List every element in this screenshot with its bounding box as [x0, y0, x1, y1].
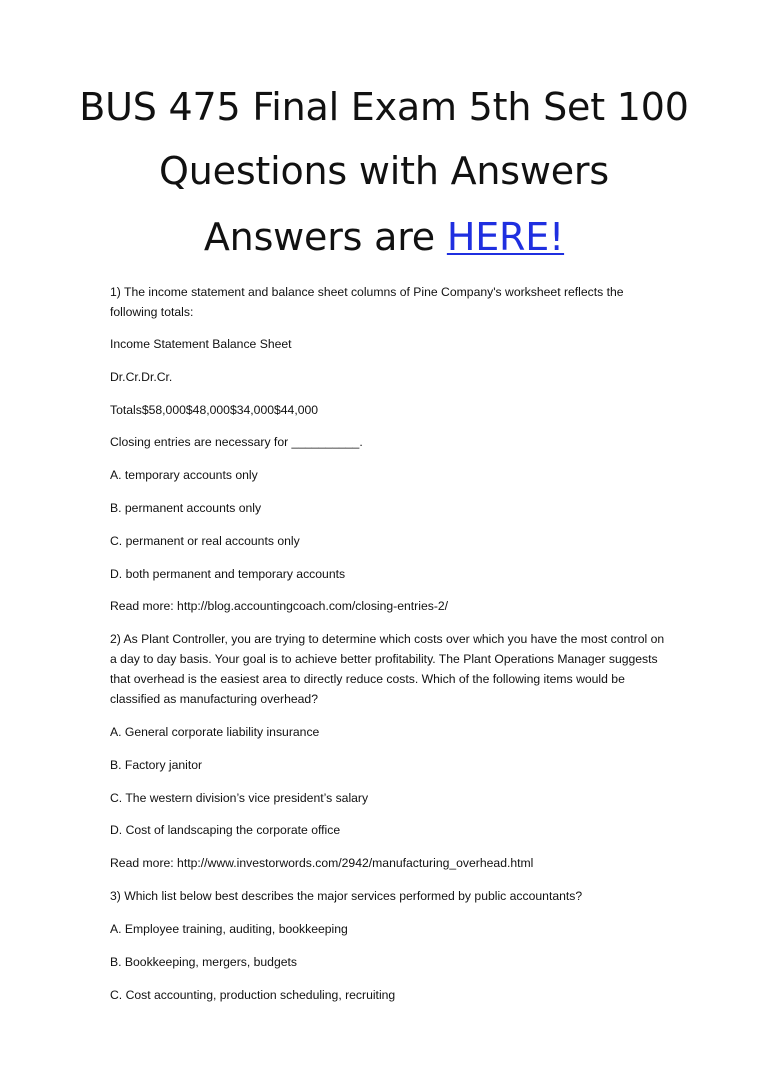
q2-option-a: A. General corporate liability insurance	[110, 725, 320, 739]
q3-stem: 3) Which list below best describes the major services performed by public accountants?	[110, 889, 583, 903]
q1-option-c: C. permanent or real accounts only	[110, 534, 300, 548]
q2-option-b: B. Factory janitor	[110, 758, 203, 772]
answers-here-link[interactable]: HERE!	[446, 215, 565, 259]
q1-stem-line-2: following totals:	[110, 305, 194, 319]
q2-stem-line-4: classified as manufacturing overhead?	[110, 692, 318, 706]
q1-option-d: D. both permanent and temporary accounts	[110, 567, 346, 581]
q1-table-columns: Dr.Cr.Dr.Cr.	[110, 370, 173, 384]
q2-read-more: Read more: http://www.investorwords.com/2942/manufacturing_overhead.html	[110, 856, 534, 870]
q3-option-a: A. Employee training, auditing, bookkeeping	[110, 922, 348, 936]
q1-table-header: Income Statement Balance Sheet	[110, 337, 292, 351]
q2-stem-line-3: that overhead is the easiest area to directly reduce costs. Which of the following items would be	[110, 672, 625, 686]
q1-table-totals: Totals$58,000$48,000$34,000$44,000	[110, 403, 319, 417]
q1-option-b: B. permanent accounts only	[110, 501, 262, 515]
q1-question: Closing entries are necessary for __________.	[110, 435, 363, 449]
q2-stem-line-1: 2) As Plant Controller, you are trying to determine which costs over which you have the most control on	[110, 632, 665, 646]
q3-option-b: B. Bookkeeping, mergers, budgets	[110, 955, 297, 969]
q1-option-a: A. temporary accounts only	[110, 468, 258, 482]
q2-option-c: C. The western division’s vice president’s salary	[110, 791, 369, 805]
title-line-1: BUS 475 Final Exam 5th Set 100	[79, 85, 689, 129]
q2-stem-line-2: a day to day basis. Your goal is to achieve better profitability. The Plant Operations Manager suggests	[110, 652, 658, 666]
title-line-3-prefix: Answers are	[203, 215, 447, 259]
q1-stem-line-1: 1) The income statement and balance sheet columns of Pine Company's worksheet reflects the	[110, 285, 624, 299]
title-line-3	[0, 215, 768, 259]
q3-option-c: C. Cost accounting, production scheduling, recruiting	[110, 988, 396, 1002]
q1-read-more: Read more: http://blog.accountingcoach.com/closing-entries-2/	[110, 599, 449, 613]
title-line-2: Questions with Answers	[159, 149, 609, 193]
q2-option-d: D. Cost of landscaping the corporate office	[110, 823, 341, 837]
